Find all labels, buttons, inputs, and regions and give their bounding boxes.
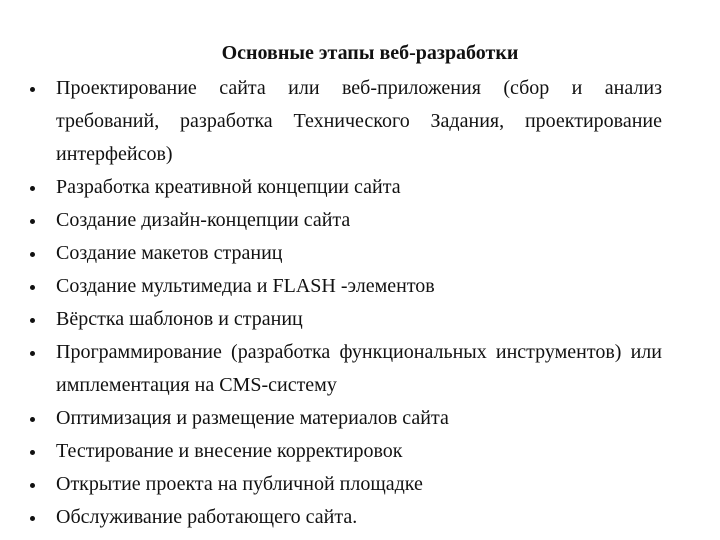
bullet-icon: [30, 252, 35, 257]
bullet-icon: [30, 219, 35, 224]
bullet-icon: [30, 186, 35, 191]
list-item-text: Обслуживание работающего сайта.: [56, 506, 358, 528]
list-item: [0, 204, 720, 237]
list-item-text: Создание мультимедиа и FLASH -элементов: [56, 275, 435, 297]
bullet-icon: [30, 87, 35, 92]
list-item: [0, 435, 720, 468]
bullet-icon: [30, 450, 35, 455]
bullet-icon: [30, 285, 35, 290]
list-item: [0, 171, 720, 204]
list-item: [0, 336, 720, 402]
list-item: [0, 72, 720, 171]
list-item-text: Создание дизайн-концепции сайта: [56, 209, 351, 231]
bullet-icon: [30, 516, 35, 521]
list-item-text: Создание макетов страниц: [56, 242, 283, 264]
bullet-icon: [30, 483, 35, 488]
bullet-icon: [30, 318, 35, 323]
list-item: [0, 501, 720, 534]
list-item-text: Оптимизация и размещение материалов сайта: [56, 407, 449, 429]
list-item-text: Тестирование и внесение корректировок: [56, 440, 403, 462]
bullet-icon: [30, 351, 35, 356]
list-item: [0, 303, 720, 336]
list-item: [0, 270, 720, 303]
list-item: [0, 468, 720, 501]
bullet-icon: [30, 417, 35, 422]
list-item: [0, 402, 720, 435]
list-item-text: Разработка креативной концепции сайта: [56, 176, 401, 198]
stages-list: [0, 72, 720, 534]
list-item-text: Вёрстка шаблонов и страниц: [56, 308, 303, 330]
list-item: [0, 237, 720, 270]
page-title: Основные этапы веб-разработки: [221, 42, 519, 64]
list-item-text: Проектирование сайта или веб-приложения (сбор и анализ требований, разработка Технического Задания, проектирование интерфейсов): [56, 77, 662, 165]
list-item-text: Программирование (разработка функциональных инструментов) или имплементация на CMS-систему: [56, 341, 662, 396]
list-item-text: Открытие проекта на публичной площадке: [56, 473, 423, 495]
